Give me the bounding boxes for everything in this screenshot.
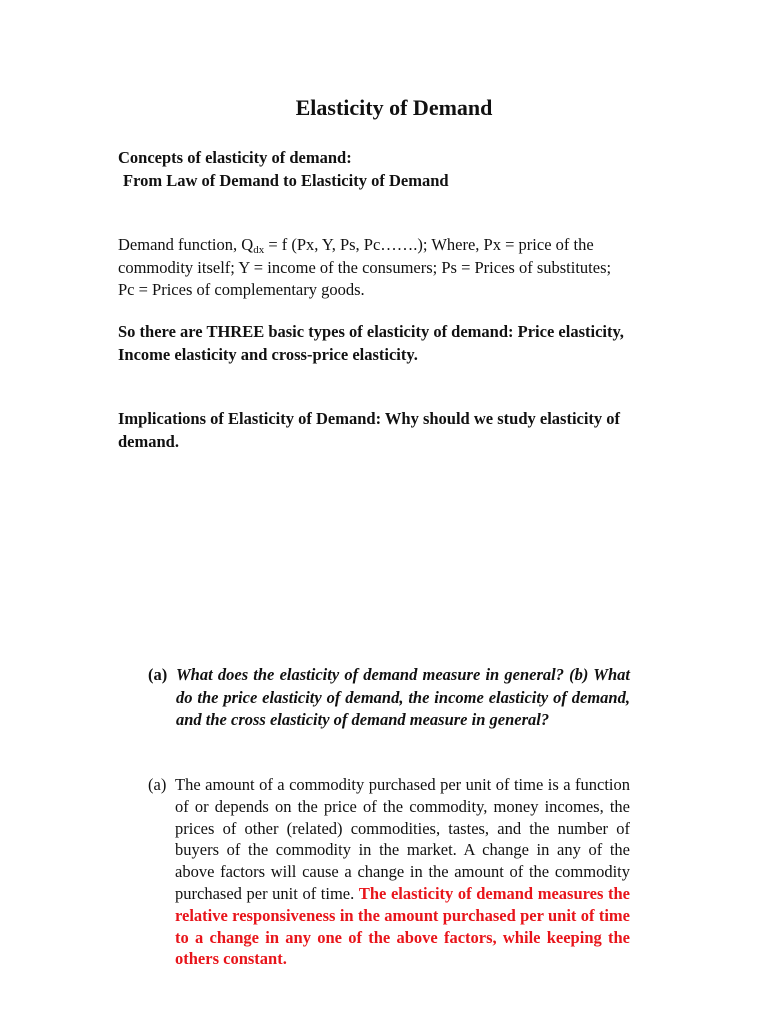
answer-text: The amount of a commodity purchased per unit of time is a function of or depends on the price of the commodity, money incomes, the prices of other (related) commodities, tastes, and the number of buyers of the commodity in the market. A change in any of the above factors will cause a change in the amount of the commodity purchased per unit of time. [175,775,630,903]
elasticity-types-paragraph: So there are THREE basic types of elasticity of demand: Price elasticity, Income elasticity and cross-price elasticity. [118,322,624,364]
demand-function-prefix: Demand function, Q [118,235,254,254]
demand-function-rest: = f (Px, Y, Ps, Pc…….); Where, Px = price of the commodity itself; Y = income of the consumers; Ps = Prices of substitutes; Pc = Prices of complementary goods. [118,235,612,299]
question-marker: (a) [148,665,168,684]
answer-marker: (a) [148,775,167,794]
page-title: Elasticity of Demand [295,95,493,120]
question-item [148,664,630,732]
answer-item [148,774,630,970]
concepts-heading [118,147,630,192]
answer-highlight: The elasticity of demand measures the relative responsiveness in the amount purchased per unit of time to a change in any one of the above factors, while keeping the others constant. [175,883,630,969]
implications-paragraph: Implications of Elasticity of Demand: Why should we study elasticity of demand. [118,409,621,451]
concepts-line-2: From Law of Demand to Elasticity of Demand [123,170,449,190]
concepts-line-1: Concepts of elasticity of demand: [118,148,352,167]
question-text: What does the elasticity of demand measure in general? (b) What do the price elasticity of demand, the income elasticity of demand, and the cross elasticity of demand measure in general? [176,665,630,729]
demand-function-subscript: dx [253,244,265,256]
answer-body [175,774,630,970]
demand-function-paragraph [118,234,630,302]
